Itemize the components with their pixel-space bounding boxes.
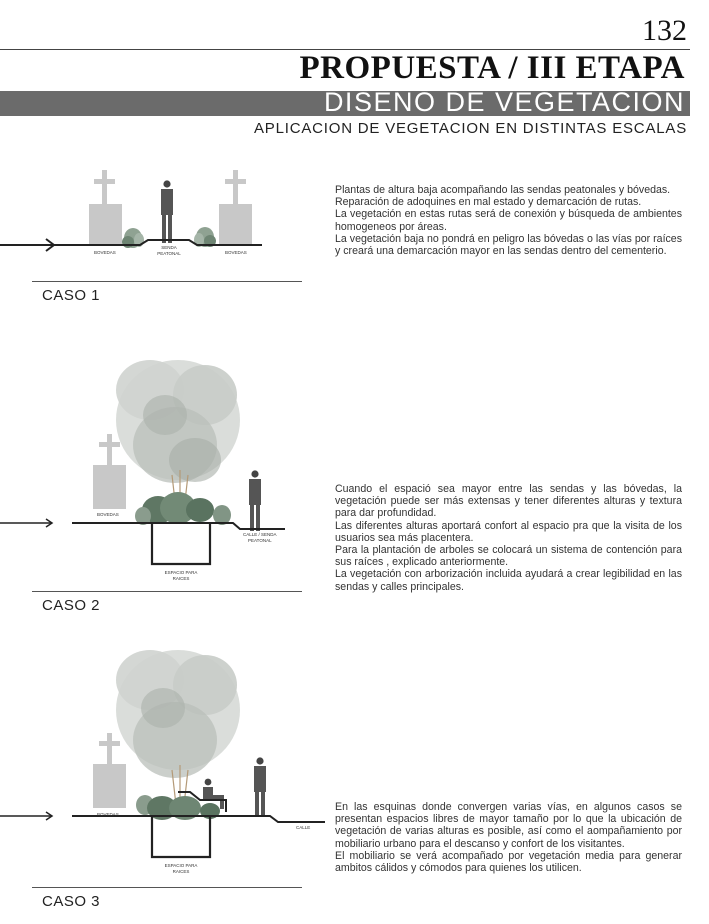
case-3-paragraph: El mobiliario se verá acompañado por vegetación media para generar ambitos cálidos y cómodos para quienes los utilicen.: [335, 849, 682, 875]
case-1-paragraph: La vegetación en estas rutas será de conexión y búsqueda de ambientes homogeneos por áreas.: [335, 208, 682, 233]
case-3-separator: [32, 887, 302, 888]
label-peatonal: PEATONAL: [248, 538, 272, 543]
label-espacio-para: ESPACIO PARA: [164, 570, 198, 575]
label-bovedas-right: BOVEDAS: [225, 250, 247, 255]
case-2-label: CASO 2: [42, 597, 101, 614]
vault-left-icon: [89, 170, 122, 246]
label-bovedas: BOVEDAS: [97, 512, 119, 517]
case-2-paragraph: Las diferentes alturas aportará confort al espacio pra que la visita de los usuarios sea más placentera.: [335, 519, 682, 544]
case-1-text: [335, 184, 682, 257]
label-espacio-para: ESPACIO PARA: [164, 863, 198, 868]
pedestrian-icon: [161, 180, 173, 243]
case-3-diagram: [0, 640, 335, 885]
case-2-separator: [32, 591, 302, 592]
case-1-separator: [32, 281, 302, 282]
vault-icon: [93, 733, 126, 808]
case-3-text: [335, 801, 682, 874]
case-2-diagram: [0, 350, 310, 590]
case-1-paragraph: Plantas de altura baja acompañando las sendas peatonales y bóvedas.: [335, 184, 671, 196]
label-calle: CALLE: [296, 825, 311, 830]
label-bovedas: BOVEDAS: [97, 812, 119, 817]
label-raices: RAICES: [172, 869, 190, 874]
page-subtitle: APLICACION DE VEGETACION EN DISTINTAS ESCALAS: [253, 120, 687, 137]
case-1-paragraph: La vegetación baja no pondrá en peligro las bóvedas o las vías por raíces y creará una demarcación mayor en las sendas dentro del cementerio.: [335, 232, 682, 258]
label-raices: RAICES: [172, 576, 190, 581]
case-1-paragraph: Reparación de adoquines en mal estado y demarcación de rutas.: [335, 196, 642, 209]
case-3-paragraph: En las esquinas donde convergen varias vías, en algunos casos se presentan espacios libres de mayor tamaño por lo que la ubicación de vegetación de varias alturas es posible, así como el aompañamiento por mobiliario urbano para el descanso y confort de los visitantes.: [335, 801, 682, 850]
arrow-right-icon: [0, 812, 52, 820]
case-1-diagram: [0, 160, 310, 270]
page-title: PROPUESTA / III ETAPA: [299, 50, 685, 86]
case-1-label: CASO 1: [42, 287, 101, 304]
label-peatonal: PEATONAL: [157, 251, 181, 256]
case-2-paragraph: La vegetación con arborización incluida ayudará a crear legibilidad en las sendas y calles principales.: [335, 568, 682, 593]
case-2-text: [335, 483, 682, 593]
tree-icon: [116, 360, 240, 510]
pedestrian-icon: [254, 757, 266, 816]
case-3-label: CASO 3: [42, 893, 101, 910]
case-2-paragraph: Para la plantación de arboles se colocará un sistema de contención para sus raíces , explicado anteriormente.: [335, 544, 682, 569]
root-container: [152, 816, 210, 857]
root-container: [152, 523, 210, 564]
tree-icon: [116, 650, 240, 805]
band-title: DISEÑO DE VEGETACIÓN: [323, 87, 685, 117]
label-senda: SENDA: [161, 245, 177, 250]
vault-icon: [93, 434, 126, 509]
label-bovedas-left: BOVEDAS: [94, 250, 116, 255]
shrubs-icon: [135, 492, 231, 525]
case-2-paragraph: Cuando el espació sea mayor entre las sendas y las bóvedas, la vegetación puede ser más extensas y tener diferentes alturas y textura para dar profundidad.: [335, 483, 682, 520]
page-number: 132: [642, 14, 687, 47]
vault-right-icon: [219, 170, 252, 246]
arrow-right-icon: [0, 519, 52, 527]
label-calle-senda: CALLE / SENDA: [243, 532, 277, 537]
pedestrian-icon: [249, 470, 261, 531]
